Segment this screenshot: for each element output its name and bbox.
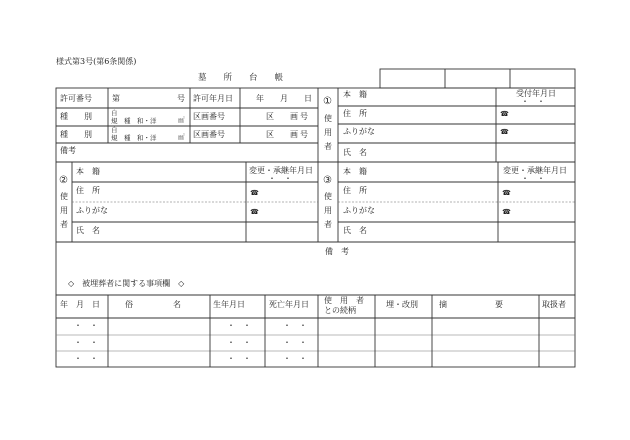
col-bury: 埋・改別 [386,300,418,309]
kind-label-1: 種 別 [60,112,92,121]
unit-1: ㎡ [178,116,185,124]
section-label-2: 区 画 [266,130,298,139]
user1-received-label: 受付年月日 [516,89,556,98]
user1-received-date[interactable]: ・ ・ [521,97,545,106]
permit-number-label: 許可番号 [60,94,92,103]
remarks-label-mid: 備 考 [325,247,349,256]
user3-furigana-label: ふりがな [343,206,375,215]
permit-go: 号 [177,94,185,103]
user2-marker: ② [59,175,68,186]
kind-label-2: 種 別 [60,130,92,139]
row2-death[interactable]: ・ ・ [283,338,307,347]
user1-furigana-label: ふりがな [343,127,375,136]
kind-choice-kisei-2[interactable]: 規 [111,134,118,142]
col-date: 年 月 日 [60,300,100,309]
col-handler: 取扱者 [542,300,566,309]
user3-change-label: 変更・承継年月日 [503,166,567,175]
user2-address-label: 住 所 [76,186,100,195]
kind-options-1[interactable]: 種 和・洋 [124,117,157,125]
kind-choice-jiei-1[interactable]: 自 [111,109,118,117]
user3-phone-icon [502,190,511,196]
section-label-1: 区 画 [266,112,298,121]
plot-number-label-2: 区画番号 [193,130,225,139]
row2-date[interactable]: ・ ・ [74,338,98,347]
col-name: 俗 名 [125,300,181,309]
user3-phone-icon-2 [502,209,511,215]
user2-change-date[interactable]: ・ ・ [268,174,292,183]
row3-birth[interactable]: ・ ・ [227,354,251,363]
user2-change-label: 変更・承継年月日 [249,166,313,175]
user3-vertical-label: 使 用 者 [324,192,332,229]
plot-number-label-1: 区画番号 [193,112,225,121]
unit-2: ㎡ [178,133,185,141]
page-title: 墓 所 台 帳 [198,73,284,83]
user2-vertical-label: 使 用 者 [60,192,68,229]
number-label-2: 号 [300,130,308,139]
user1-vertical-label: 使 用 者 [324,114,332,151]
user3-change-date[interactable]: ・ ・ [521,174,545,183]
permit-date-label: 許可年月日 [193,94,233,103]
user1-honseki-label: 本 籍 [343,90,367,99]
remarks-label-top: 備考 [60,146,76,155]
kind-choice-kisei-1[interactable]: 規 [111,117,118,125]
user2-honseki-label: 本 籍 [76,167,100,176]
number-label-1: 号 [300,112,308,121]
user2-furigana-label: ふりがな [76,206,108,215]
stamp-box-row [380,69,575,88]
user1-marker: ① [323,96,332,107]
col-death: 死亡年月日 [269,300,309,309]
row1-birth[interactable]: ・ ・ [227,321,251,330]
user1-name-label: 氏 名 [343,148,367,157]
row3-date[interactable]: ・ ・ [74,354,98,363]
buried-person-heading: ◇ 被埋葬者に関する事項欄 ◇ [68,279,185,288]
user2-name-label: 氏 名 [76,226,100,235]
user3-honseki-label: 本 籍 [343,167,367,176]
kind-choice-jiei-2[interactable]: 自 [111,126,118,134]
col-summary: 摘 要 [439,300,503,309]
user1-phone-icon-2 [500,129,509,135]
permit-date-value[interactable]: 年 月 日 [256,94,312,103]
col-relation-2: との続柄 [324,306,356,315]
user2-phone-icon-2 [250,209,259,215]
user1-phone-icon [500,111,509,117]
row2-birth[interactable]: ・ ・ [227,338,251,347]
user3-marker: ③ [323,175,332,186]
row1-date[interactable]: ・ ・ [74,321,98,330]
user2-phone-icon [250,190,259,196]
col-relation-1: 使 用 者 [324,296,364,305]
user1-address-label: 住 所 [343,109,367,118]
user3-address-label: 住 所 [343,186,367,195]
permit-dai: 第 [112,94,120,103]
row3-death[interactable]: ・ ・ [283,354,307,363]
col-birth: 生年月日 [213,300,245,309]
kind-options-2[interactable]: 種 和・洋 [124,134,157,142]
row1-death[interactable]: ・ ・ [283,321,307,330]
form-number: 様式第3号(第6条関係) [56,57,137,66]
user3-name-label: 氏 名 [343,226,367,235]
